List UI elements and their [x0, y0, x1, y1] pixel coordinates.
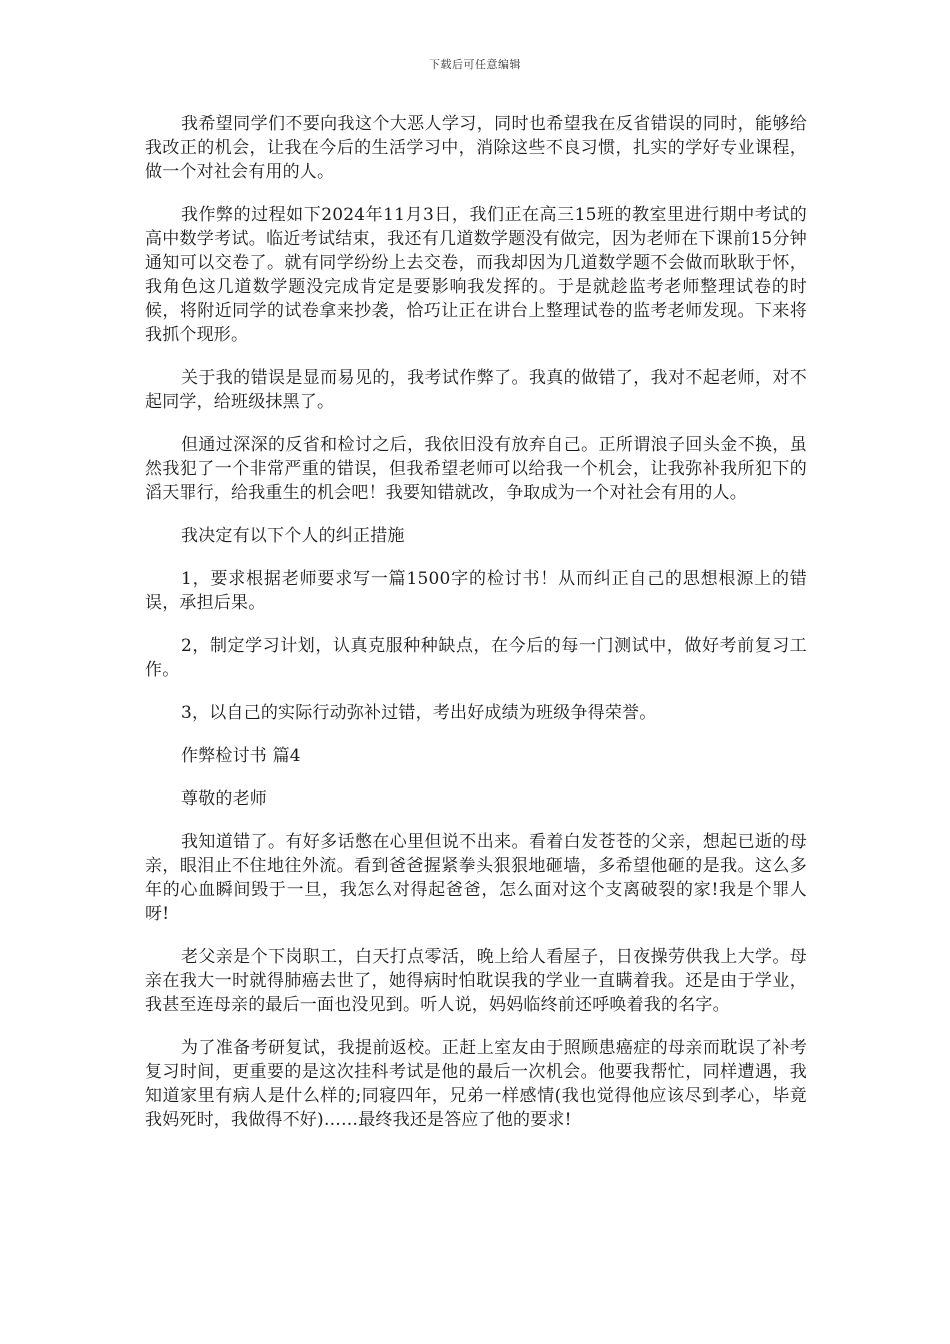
paragraph-measure-2: 2，制定学习计划，认真克服种种缺点，在今后的每一门测试中，做好考前复习工作。 [145, 636, 807, 680]
paragraph-reflection: 但通过深深的反省和检讨之后，我依旧没有放弃自己。正所谓浪子回头金不换，虽然我犯了一个非常严重的错误，但我希望老师可以给我一个机会，让我弥补我所犯下的滔天罪行，给我重生的机会吧！我要知错就改，争取成为一个对社会有用的人。 [145, 435, 807, 503]
paragraph-measure-1: 1，要求根据老师要求写一篇1500字的检讨书！从而纠正自己的思想根源上的错误，承担后果。 [145, 569, 807, 613]
salutation: 尊敬的老师 [181, 789, 267, 809]
paragraph-admission: 关于我的错误是显而易见的，我考试作弊了。我真的做错了，我对不起老师，对不起同学，给班级抹黑了。 [145, 368, 807, 412]
section-title: 作弊检讨书 篇4 [181, 746, 301, 766]
paragraph-measures-intro: 我决定有以下个人的纠正措施 [181, 526, 405, 546]
page-header-note: 下载后可任意编辑 [429, 58, 521, 71]
document-body [145, 112, 807, 1151]
paragraph-measure-3: 3，以自己的实际行动弥补过错，考出好成绩为班级争得荣誉。 [181, 703, 657, 723]
paragraph-family: 老父亲是个下岗职工，白天打点零活，晚上给人看屋子，日夜操劳供我上大学。母亲在我大一时就得肺癌去世了，她得病时怕耽误我的学业一直瞒着我。还是由于学业，我甚至连母亲的最后一面也没见到。听人说，妈妈临终前还呼唤着我的名字。 [145, 947, 807, 1015]
paragraph-hope: 我希望同学们不要向我这个大恶人学习，同时也希望我在反省错误的同时，能够给我改正的机会，让我在今后的生活学习中，消除这些不良习惯，扎实的学好专业课程，做一个对社会有用的人。 [145, 114, 807, 182]
paragraph-roommate: 为了准备考研复试，我提前返校。正赶上室友由于照顾患癌症的母亲而耽误了补考复习时间，更重要的是这次挂科考试是他的最后一次机会。他要我帮忙，同样遭遇，我知道家里有病人是什么样的;同寝四年，兄弟一样感情(我也觉得他应该尽到孝心，毕竟我妈死时，我做得不好)……最终我还是答应了他的要求! [145, 1038, 807, 1130]
paragraph-cheating-process: 我作弊的过程如下2024年11月3日，我们正在高三15班的教室里进行期中考试的高中数学考试。临近考试结束，我还有几道数学题没有做完，因为老师在下课前15分钟通知可以交卷了。就有同学纷纷上去交卷，而我却因为几道数学题不会做而耿耿于怀，我角色这几道数学题没完成肯定是要影响我发挥的。于是就趁监考老师整理试卷的时候，将附近同学的试卷拿来抄袭，恰巧让正在讲台上整理试卷的监考老师发现。下来将我抓个现形。 [145, 205, 807, 345]
paragraph-confession: 我知道错了。有好多话憋在心里但说不出来。看着白发苍苍的父亲，想起已逝的母亲，眼泪止不住地往外流。看到爸爸握紧拳头狠狠地砸墙，多希望他砸的是我。这么多年的心血瞬间毁于一旦，我怎么对得起爸爸，怎么面对这个支离破裂的家!我是个罪人呀! [145, 832, 807, 924]
